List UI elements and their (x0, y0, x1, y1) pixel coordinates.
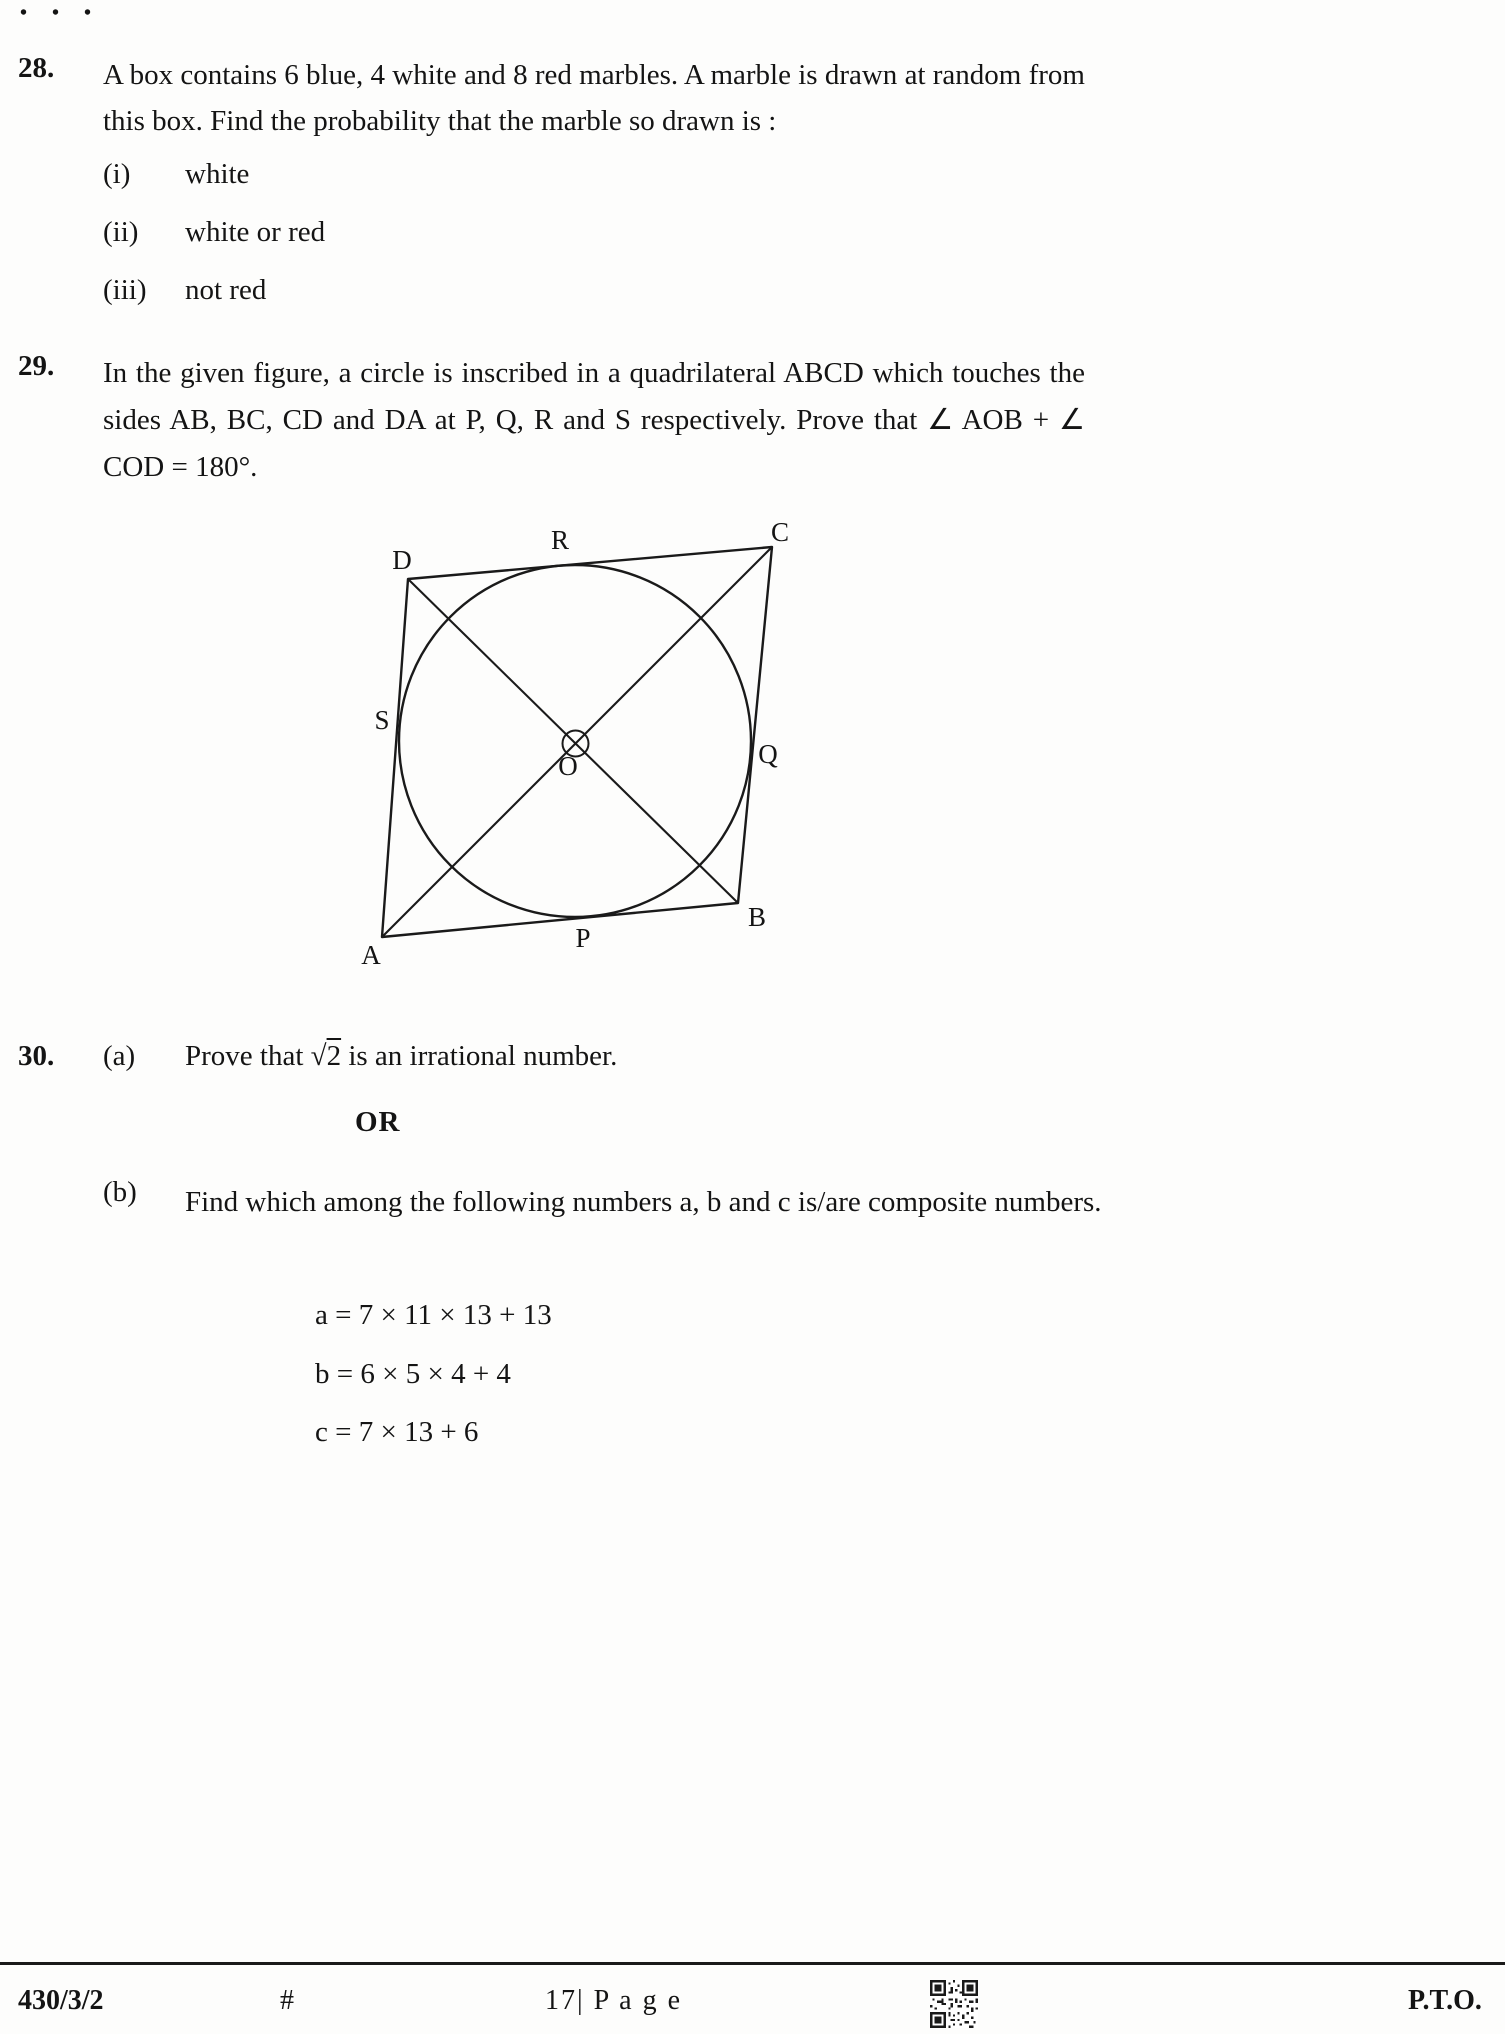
q28-part-ii (103, 216, 138, 249)
q28-body: A box contains 6 blue, 4 white and 8 red marbles. A marble is drawn at random from this box. Find the probability that the marble so drawn is : (103, 59, 1085, 137)
equation-a: a = 7 × 11 × 13 + 13 (315, 1299, 552, 1331)
vertex-label-c: C (770, 517, 790, 547)
q30a-text (185, 1040, 617, 1073)
q30a-prefix: Prove that (185, 1040, 304, 1072)
q28-number: 28. (18, 52, 55, 84)
q29-number: 29. (18, 350, 55, 382)
equation-b: b = 6 × 5 × 4 + 4 (315, 1358, 511, 1390)
footer-divider (0, 1962, 1505, 1965)
vertex-label-d: D (392, 545, 412, 575)
q30a-suffix: is an irrational number. (348, 1040, 618, 1072)
q30b-text: Find which among the following numbers a, b and c is/are composite numbers. (185, 1186, 1102, 1218)
q30a-label: (a) (103, 1040, 136, 1072)
center-label-o: O (558, 751, 578, 781)
or-separator: OR (355, 1106, 401, 1138)
q28-part-i (103, 158, 130, 191)
q30b-label: (b) (103, 1176, 137, 1208)
footer-hash: # (280, 1985, 294, 2016)
tangent-label-q: Q (758, 739, 778, 769)
q30a-radicand: 2 (326, 1040, 342, 1072)
sqrt-icon (311, 1040, 341, 1072)
q30-number: 30. (18, 1040, 55, 1072)
tangent-label-s: S (374, 705, 390, 735)
tangent-label-r: R (550, 525, 570, 555)
line-bd (408, 579, 738, 903)
vertex-label-a: A (361, 940, 381, 970)
footer-page-number: 17| P a g e (545, 1985, 682, 2016)
q28-part-ii-text: white or red (185, 216, 326, 248)
vertex-label-b: B (747, 902, 767, 932)
part-label: (iii) (103, 274, 147, 306)
part-label: (i) (103, 158, 131, 190)
radical-sign: √ (310, 1040, 327, 1072)
qr-code-icon (930, 1980, 978, 2028)
q28-part-iii (103, 274, 147, 307)
part-label: (ii) (103, 216, 139, 248)
q29-figure-svg (340, 513, 810, 981)
q28-part-iii-text: not red (185, 274, 267, 306)
tangent-label-p: P (575, 923, 591, 953)
q28-part-i-text: white (185, 158, 250, 190)
equation-c: c = 7 × 13 + 6 (315, 1416, 479, 1448)
footer-pto: P.T.O. (1408, 1985, 1482, 2016)
q29-body: In the given figure, a circle is inscribed in a quadrilateral ABCD which touches the sides AB, BC, CD and DA at P, Q, R and S respectively. Prove that ∠ AOB + ∠ COD = 180°. (103, 357, 1085, 483)
footer-paper-code: 430/3/2 (18, 1985, 104, 2016)
corner-dots: • • • (20, 2, 102, 24)
